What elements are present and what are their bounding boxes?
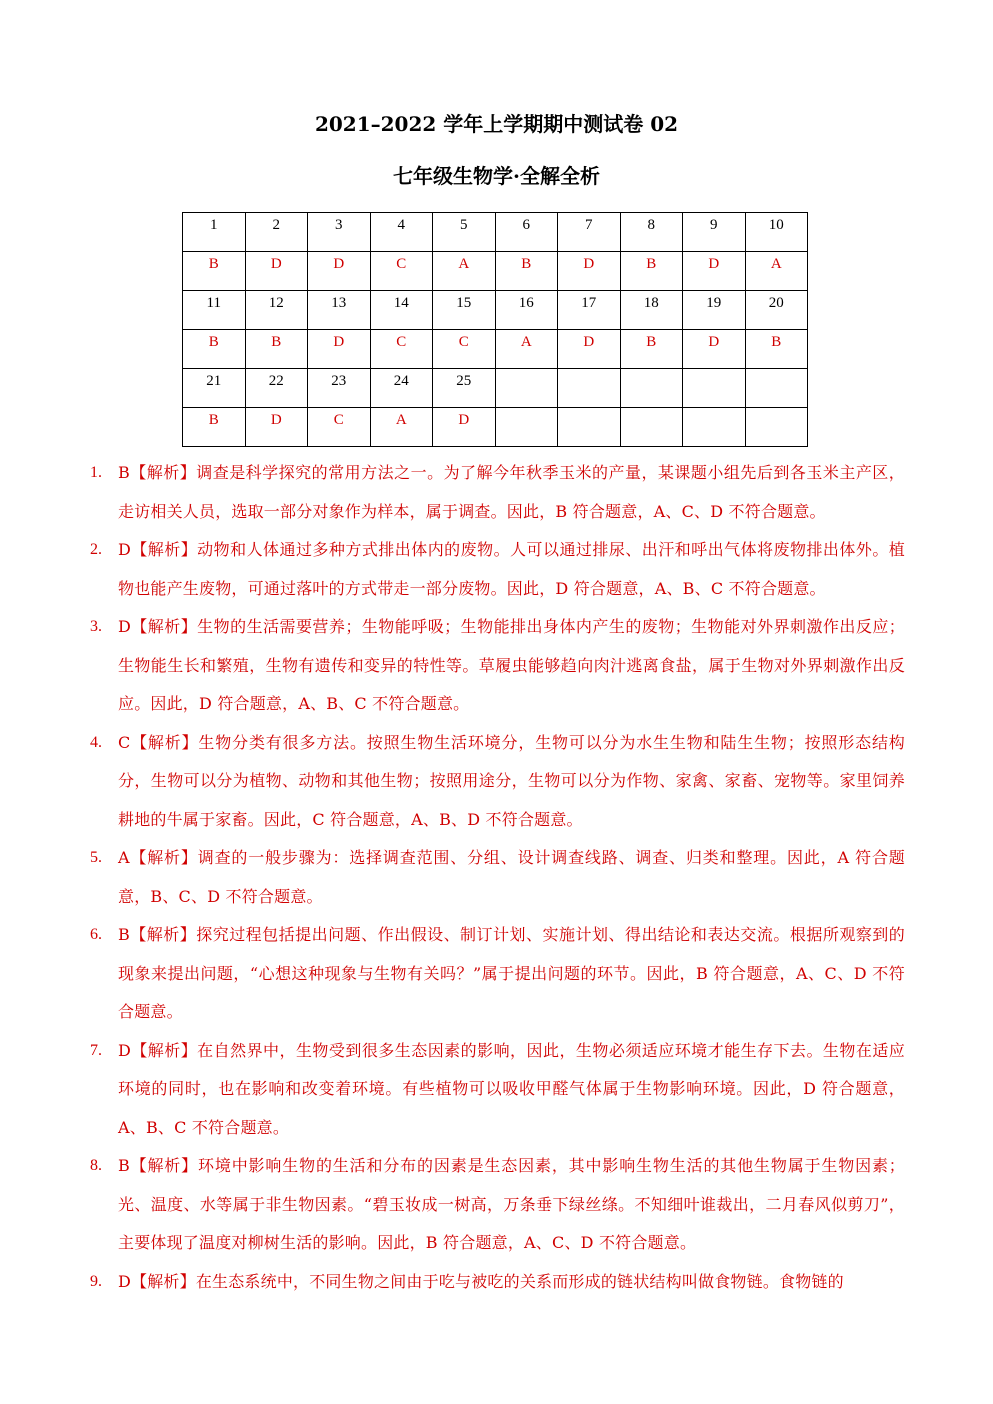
- cell-text: 4: [397, 217, 405, 233]
- cell-text: D: [270, 412, 282, 428]
- question-number-cell: [183, 291, 246, 330]
- explanation-text: D【解析】动物和人体通过多种方式排出体内的废物。人可以通过排尿、出汗和呼出气体将废物排出体外。植物也能产生废物，可通过落叶的方式带走一部分废物。因此，D 符合题意，A、B、C 不符合题意。: [118, 540, 905, 598]
- cell-text: 11: [206, 295, 221, 311]
- answer-cell: [308, 408, 371, 447]
- answer-cell: [620, 252, 683, 291]
- cell-text: D: [583, 334, 595, 350]
- explanation-item: [90, 1032, 905, 1148]
- cell-text: D: [270, 256, 282, 272]
- answer-cell: [245, 252, 308, 291]
- question-number-cell: [558, 213, 621, 252]
- question-number-cell: [495, 213, 558, 252]
- explanation-number: 6.: [90, 926, 102, 943]
- document-title: 2021–2022 学年上学期期中测试卷 02: [314, 112, 679, 136]
- question-number-cell: [745, 291, 808, 330]
- answer-cell: [683, 408, 746, 447]
- cell-text: A: [520, 334, 532, 350]
- cell-text: [496, 369, 558, 370]
- explanation-text: D【解析】在自然界中，生物受到很多生态因素的影响，因此，生物必须适应环境才能生存下去。生物在适应环境的同时，也在影响和改变着环境。有些植物可以吸收甲醛气体属于生物影响环境。因此，D 符合题意，A、B、C 不符合题意。: [118, 1040, 905, 1137]
- answer-key-row: [183, 330, 808, 369]
- cell-text: D: [583, 256, 595, 272]
- explanation-number: 1.: [90, 464, 102, 481]
- cell-text: A: [458, 256, 470, 272]
- question-number-cell: [683, 213, 746, 252]
- cell-text: [558, 369, 620, 370]
- explanation-text: B【解析】调查是科学探究的常用方法之一。为了解今年秋季玉米的产量，某课题小组先后到各玉米主产区，走访相关人员，选取一部分对象作为样本，属于调查。因此，B 符合题意，A、C、D 不符合题意。: [118, 463, 905, 521]
- question-number-cell: [683, 291, 746, 330]
- cell-text: C: [396, 256, 407, 272]
- explanation-text: B【解析】探究过程包括提出问题、作出假设、制订计划、实施计划、得出结论和表达交流。根据所观察到的现象来提出问题，“心想这种现象与生物有关吗？”属于提出问题的环节。因此，B 符合题意，A、C、D 不符合题意。: [118, 925, 905, 1021]
- explanation-number: 9.: [90, 1272, 102, 1290]
- cell-text: 3: [335, 217, 343, 233]
- answer-cell: [620, 408, 683, 447]
- cell-text: 25: [456, 373, 472, 389]
- cell-text: [558, 408, 620, 409]
- question-number-cell: [495, 291, 558, 330]
- cell-text: 15: [456, 295, 472, 311]
- question-number-cell: [183, 213, 246, 252]
- question-number-cell: [433, 213, 496, 252]
- cell-text: 2: [272, 217, 280, 233]
- answer-cell: [495, 330, 558, 369]
- cell-text: 1: [210, 217, 218, 233]
- cell-text: 19: [706, 295, 722, 311]
- cell-text: B: [646, 256, 657, 272]
- explanation-item: [90, 531, 905, 608]
- cell-text: B: [521, 256, 532, 272]
- question-number-cell: [245, 369, 308, 408]
- cell-text: 17: [581, 295, 597, 311]
- explanation-item: [90, 916, 905, 1032]
- cell-text: D: [458, 412, 470, 428]
- cell-text: 20: [768, 295, 784, 311]
- cell-text: B: [208, 412, 219, 428]
- question-number-cell: [245, 291, 308, 330]
- question-number-cell: [683, 369, 746, 408]
- cell-text: [746, 408, 808, 409]
- answer-cell: [308, 252, 371, 291]
- cell-text: C: [333, 412, 344, 428]
- question-number-cell: [308, 213, 371, 252]
- question-number-cell: [433, 369, 496, 408]
- answer-cell: [745, 330, 808, 369]
- question-number-cell: [558, 291, 621, 330]
- explanation-number: 3.: [90, 618, 102, 635]
- explanation-number: 7.: [90, 1041, 102, 1059]
- cell-text: 7: [585, 217, 593, 233]
- answer-cell: [370, 252, 433, 291]
- cell-text: [683, 408, 745, 409]
- question-number-row: [183, 369, 808, 408]
- answer-cell: [683, 330, 746, 369]
- explanation-number: 2.: [90, 541, 102, 558]
- question-number-cell: [620, 369, 683, 408]
- answer-cell: [308, 330, 371, 369]
- answer-key-row: [183, 408, 808, 447]
- cell-text: B: [271, 334, 282, 350]
- cell-text: C: [396, 334, 407, 350]
- answer-cell: [433, 330, 496, 369]
- cell-text: B: [208, 334, 219, 350]
- question-number-cell: [620, 213, 683, 252]
- explanation-text: A【解析】调查的一般步骤为：选择调查范围、分组、设计调查线路、调查、归类和整理。因此，A 符合题意，B、C、D 不符合题意。: [118, 848, 905, 906]
- question-number-cell: [183, 369, 246, 408]
- answer-cell: [620, 330, 683, 369]
- question-number-cell: [433, 291, 496, 330]
- explanation-text: D【解析】生物的生活需要营养；生物能呼吸；生物能排出身体内产生的废物；生物能对外界刺激作出反应；生物能生长和繁殖，生物有遗传和变异的特性等。草履虫能够趋向肉汁逃离食盐，属于生物对外界刺激作出反应。因此，D 符合题意，A、B、C 不符合题意。: [118, 617, 905, 713]
- question-number-row: [183, 213, 808, 252]
- question-number-cell: [558, 369, 621, 408]
- question-number-cell: [370, 213, 433, 252]
- cell-text: 18: [643, 295, 659, 311]
- answer-cell: [683, 252, 746, 291]
- answer-cell: [245, 330, 308, 369]
- cell-text: D: [708, 334, 720, 350]
- question-number-cell: [308, 369, 371, 408]
- answer-table: [182, 212, 808, 447]
- cell-text: D: [333, 334, 345, 350]
- explanation-item: [90, 724, 905, 840]
- cell-text: 13: [331, 295, 347, 311]
- answer-cell: [245, 408, 308, 447]
- answer-cell: [558, 252, 621, 291]
- question-number-cell: [370, 291, 433, 330]
- answer-cell: [495, 252, 558, 291]
- answer-cell: [495, 408, 558, 447]
- cell-text: 12: [268, 295, 284, 311]
- answer-cell: [183, 252, 246, 291]
- cell-text: 23: [331, 373, 347, 389]
- explanation-item: [90, 839, 905, 916]
- answer-cell: [433, 252, 496, 291]
- document-subtitle: 七年级生物学·全解全析: [393, 164, 600, 188]
- cell-text: 22: [268, 373, 284, 389]
- question-number-cell: [245, 213, 308, 252]
- question-number-cell: [308, 291, 371, 330]
- explanation-item: [90, 1147, 905, 1263]
- explanation-number: 4.: [90, 733, 102, 751]
- cell-text: [621, 408, 683, 409]
- cell-text: C: [458, 334, 469, 350]
- answer-cell: [370, 330, 433, 369]
- question-number-cell: [745, 213, 808, 252]
- cell-text: [683, 369, 745, 370]
- answer-cell: [558, 408, 621, 447]
- cell-text: B: [646, 334, 657, 350]
- cell-text: A: [770, 256, 782, 272]
- explanations-list: [90, 454, 905, 1301]
- answer-cell: [183, 330, 246, 369]
- cell-text: 9: [710, 217, 718, 233]
- explanation-item: [90, 1263, 905, 1302]
- cell-text: D: [708, 256, 720, 272]
- explanation-item: [90, 608, 905, 724]
- answer-cell: [558, 330, 621, 369]
- cell-text: B: [208, 256, 219, 272]
- answer-key-row: [183, 252, 808, 291]
- explanation-item: [90, 454, 905, 531]
- cell-text: 24: [393, 373, 409, 389]
- explanation-text: C【解析】生物分类有很多方法。按照生物生活环境分，生物可以分为水生生物和陆生生物；按照形态结构分，生物可以分为植物、动物和其他生物；按照用途分，生物可以分为作物、家禽、家畜、宠物等。家里饲养耕地的牛属于家畜。因此，C 符合题意，A、B、D 不符合题意。: [118, 732, 905, 829]
- question-number-cell: [745, 369, 808, 408]
- cell-text: 5: [460, 217, 468, 233]
- answer-cell: [370, 408, 433, 447]
- cell-text: [746, 369, 808, 370]
- answer-cell: [745, 408, 808, 447]
- cell-text: B: [771, 334, 782, 350]
- cell-text: 8: [647, 217, 655, 233]
- question-number-cell: [495, 369, 558, 408]
- question-number-cell: [620, 291, 683, 330]
- explanation-text: B【解析】环境中影响生物的生活和分布的因素是生态因素，其中影响生物生活的其他生物属于生物因素；光、温度、水等属于非生物因素。“碧玉妆成一树高，万条垂下绿丝绦。不知细叶谁裁出，二月春风似剪刀”，主要体现了温度对柳树生活的影响。因此，B 符合题意，A、C、D 不符合题意。: [118, 1156, 905, 1252]
- explanation-number: 8.: [90, 1157, 102, 1174]
- answer-cell: [745, 252, 808, 291]
- cell-text: [496, 408, 558, 409]
- cell-text: 6: [522, 217, 530, 233]
- question-number-cell: [370, 369, 433, 408]
- cell-text: 10: [768, 217, 784, 233]
- answer-cell: [183, 408, 246, 447]
- cell-text: A: [395, 412, 407, 428]
- cell-text: 16: [518, 295, 534, 311]
- explanation-text: D【解析】在生态系统中，不同生物之间由于吃与被吃的关系而形成的链状结构叫做食物链。食物链的: [118, 1271, 844, 1291]
- answer-cell: [433, 408, 496, 447]
- cell-text: D: [333, 256, 345, 272]
- cell-text: 14: [393, 295, 409, 311]
- cell-text: [621, 369, 683, 370]
- explanation-number: 5.: [90, 849, 102, 866]
- question-number-row: [183, 291, 808, 330]
- cell-text: 21: [206, 373, 222, 389]
